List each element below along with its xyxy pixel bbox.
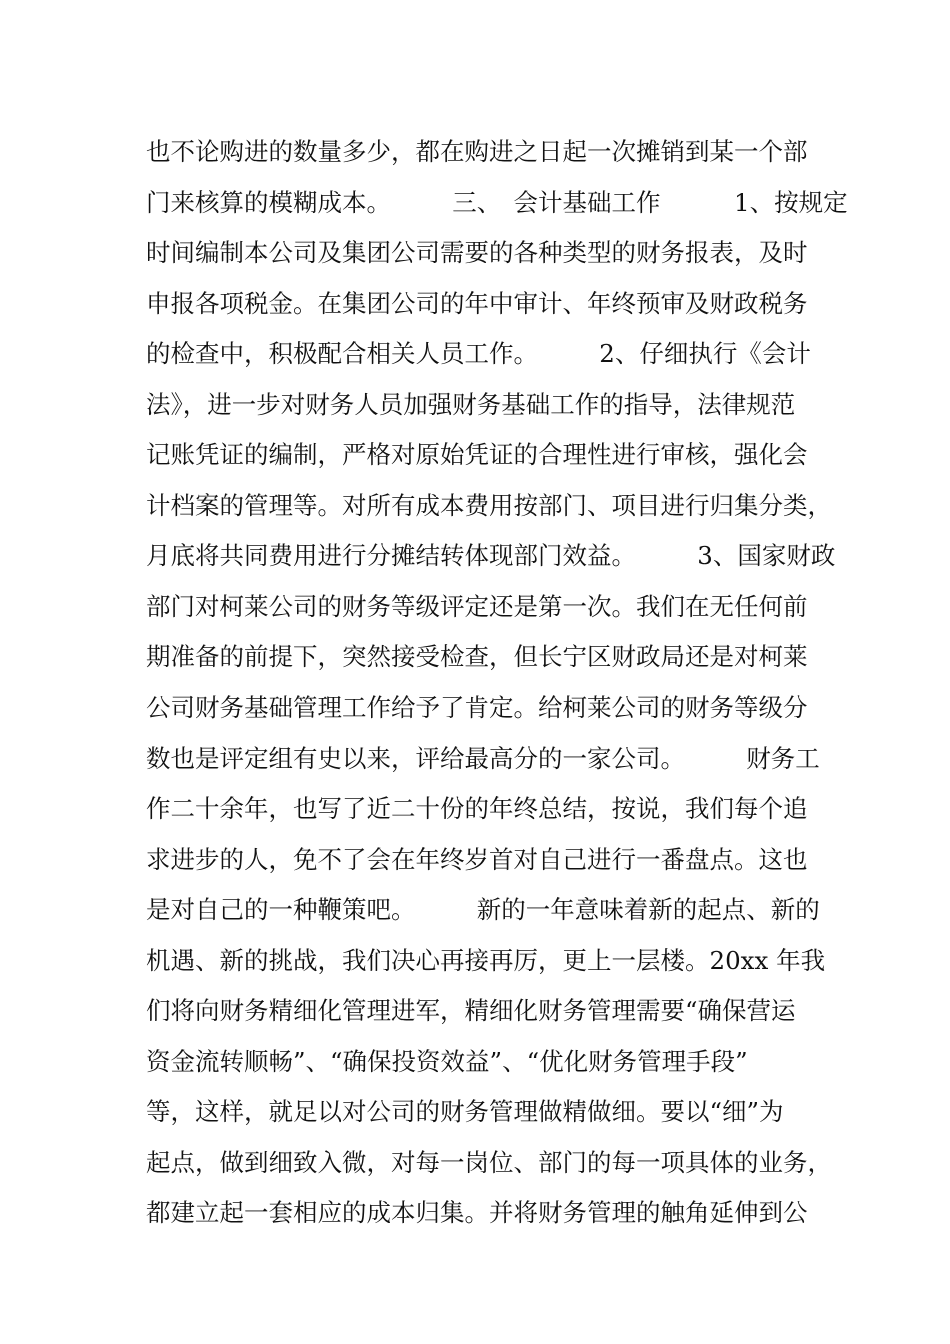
text-line: 是对自己的一种鞭策吧。 新的一年意味着新的起点、新的 — [146, 895, 820, 925]
text-line: 资金流转顺畅”、“确保投资效益”、“优化财务管理手段” — [146, 1046, 748, 1076]
body-paragraph — [146, 127, 846, 1239]
text-line: 时间编制本公司及集团公司需要的各种类型的财务报表，及时 — [146, 238, 808, 268]
text-line: 计档案的管理等。对所有成本费用按部门、项目进行归集分类， — [146, 490, 832, 520]
text-line: 月底将共同费用进行分摊结转体现部门效益。 3、国家财政 — [146, 541, 836, 571]
text-line: 也不论购进的数量多少，都在购进之日起一次摊销到某一个部 — [146, 137, 808, 166]
text-line: 记账凭证的编制，严格对原始凭证的合理性进行审核，强化会 — [146, 440, 808, 470]
text-line: 们将向财务精细化管理进军，精细化财务管理需要“确保营运 — [146, 996, 796, 1026]
text-line: 门来核算的模糊成本。 三、 会计基础工作 1、按规定 — [146, 187, 848, 217]
text-line: 等，这样，就足以对公司的财务管理做精做细。要以“细”为 — [146, 1097, 784, 1127]
text-line: 起点，做到细致入微，对每一岗位、部门的每一项具体的业务， — [146, 1147, 832, 1177]
text-line: 申报各项税金。在集团公司的年中审计、年终预审及财政税务 — [146, 288, 808, 318]
text-line: 期准备的前提下，突然接受检查，但长宁区财政局还是对柯莱 — [146, 642, 808, 672]
text-line: 求进步的人，免不了会在年终岁首对自己进行一番盘点。这也 — [146, 844, 808, 874]
text-line: 机遇、新的挑战，我们决心再接再厉，更上一层楼。20xx 年我 — [146, 945, 826, 975]
text-line: 作二十余年，也写了近二十份的年终总结，按说，我们每个追 — [146, 794, 808, 824]
text-line: 公司财务基础管理工作给予了肯定。给柯莱公司的财务等级分 — [146, 693, 808, 723]
text-line: 法》，进一步对财务人员加强财务基础工作的指导，法律规范 — [146, 389, 796, 419]
text-line: 数也是评定组有史以来，评给最高分的一家公司。 财务工 — [146, 743, 820, 773]
text-line: 部门对柯莱公司的财务等级评定还是第一次。我们在无任何前 — [146, 591, 808, 621]
text-line: 都建立起一套相应的成本归集。并将财务管理的触角延伸到公 — [146, 1198, 808, 1228]
text-line: 的检查中，积极配合相关人员工作。 2、仔细执行《会计 — [146, 339, 811, 369]
